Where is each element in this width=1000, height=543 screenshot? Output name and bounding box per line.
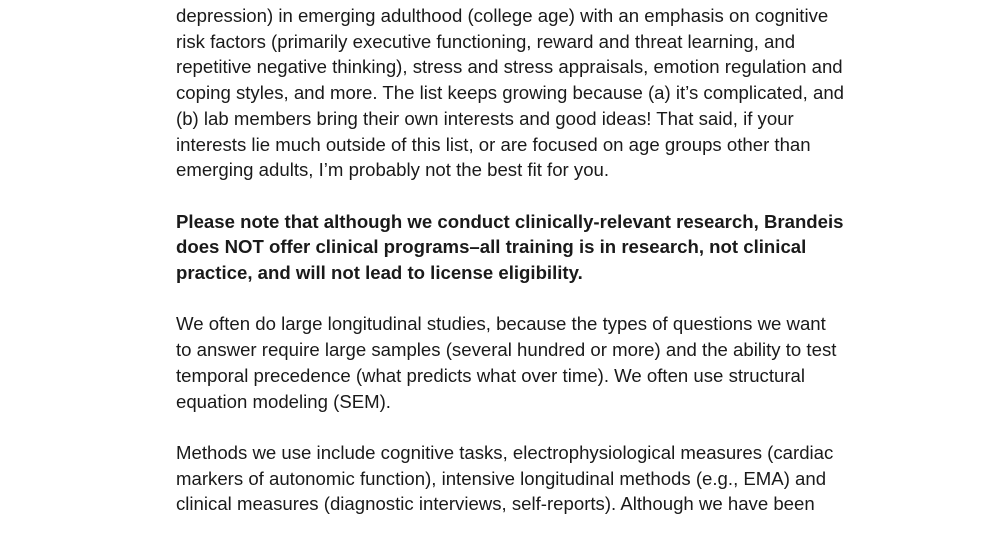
text-line: depression) in emerging adulthood (college age) with an emphasis on cognitive [176, 5, 829, 26]
text-line: (b) lab members bring their own interests and good ideas! That said, if your [176, 107, 794, 129]
text-line: markers of autonomic function), intensive longitudinal methods (e.g., EMA) and [176, 467, 827, 489]
text-line: interests lie much outside of this list, or are focused on age groups other than [176, 133, 811, 155]
text-line: temporal precedence (what predicts what over time). We often use structural [176, 364, 806, 386]
paragraph-methods [176, 440, 896, 517]
paragraph-research-interests [176, 3, 896, 183]
text-line: equation modeling (SEM). [176, 390, 391, 412]
text-line: coping styles, and more. The list keeps growing because (a) it’s complicated, and [176, 82, 845, 104]
paragraph-longitudinal-studies [176, 311, 896, 414]
text-line: to answer require large samples (several hundred or more) and the ability to test [176, 339, 837, 361]
text-line: emerging adults, I’m probably not the best fit for you. [176, 159, 610, 181]
text-line: Please note that although we conduct clinically-relevant research, Brandeis [176, 210, 844, 232]
text-line: clinical measures (diagnostic interviews, self-reports). Although we have been [176, 493, 815, 515]
text-line: risk factors (primarily executive functioning, reward and threat learning, and [176, 30, 796, 52]
text-line: repetitive negative thinking), stress and stress appraisals, emotion regulation and [176, 56, 843, 78]
document-body [176, 3, 896, 543]
text-line: Methods we use include cognitive tasks, electrophysiological measures (cardiac [176, 441, 834, 463]
text-line: We often do large longitudinal studies, because the types of questions we want [176, 313, 826, 335]
text-line: practice, and will not lead to license eligibility. [176, 262, 583, 284]
paragraph-clinical-note [176, 209, 896, 286]
text-line: does NOT offer clinical programs–all training is in research, not clinical [176, 236, 807, 258]
